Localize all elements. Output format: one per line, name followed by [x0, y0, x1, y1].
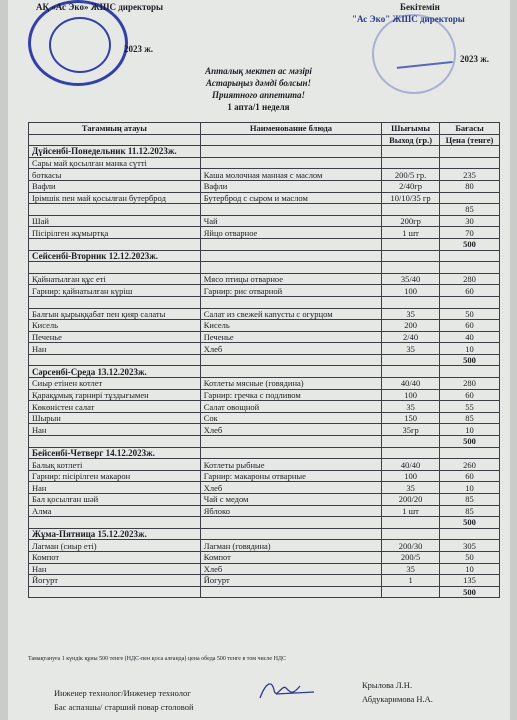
item-output: [382, 157, 440, 169]
item-output: 100: [382, 470, 440, 482]
item-name-ru: Компот: [200, 551, 381, 563]
item-price: 135: [440, 575, 500, 587]
table-header-row: [29, 123, 500, 135]
left-header-title: АҚ «Ас Эко» ЖШС директоры: [36, 2, 164, 12]
menu-item-row: [29, 308, 500, 320]
menu-item-row: [29, 459, 500, 471]
day-total-row: [29, 354, 500, 366]
item-name-ru: Бутерброд с сыром и маслом: [200, 192, 381, 204]
item-output: 35: [382, 401, 440, 413]
day-title: Сейсенбі-Вторник 12.12.2023ж.: [29, 250, 201, 262]
day-header-row: [29, 366, 500, 378]
menu-item-row: [29, 401, 500, 413]
item-name-ru: Хлеб: [200, 424, 381, 436]
item-name-ru: Мясо птицы отварное: [200, 273, 381, 285]
item-name-kz: Ірімшік пен май қосылған бутерброд: [29, 192, 201, 204]
item-price: 10: [440, 424, 500, 436]
item-name-kz: Шырын: [29, 412, 201, 424]
item-output: 1 шт: [382, 505, 440, 517]
menu-table: [28, 122, 500, 598]
item-price: 10: [440, 482, 500, 494]
item-name-kz: [29, 204, 201, 216]
item-name-ru: [200, 157, 381, 169]
item-price: 60: [440, 320, 500, 332]
item-price: 60: [440, 285, 500, 297]
motto-line-1: Апталық мектеп ас мәзірі: [205, 66, 312, 76]
item-name-kz: Нан: [29, 563, 201, 575]
menu-item-row: [29, 551, 500, 563]
item-name-ru: Лагман (говядина): [200, 540, 381, 552]
day-total: 500: [440, 586, 500, 598]
item-name-kz: Қайнатылған құс еті: [29, 273, 201, 285]
item-name-kz: Нан: [29, 343, 201, 355]
item-output: 35: [382, 482, 440, 494]
day-title: Дүйсенбі-Понедельник 11.12.2023ж.: [29, 146, 201, 158]
col-price-kz: Бағасы: [440, 123, 500, 135]
item-price: 80: [440, 180, 500, 192]
item-output: 200/5 гр.: [382, 169, 440, 181]
menu-item-row: [29, 505, 500, 517]
item-name-kz: Кисель: [29, 320, 201, 332]
menu-item-row: [29, 470, 500, 482]
item-price: 70: [440, 227, 500, 239]
day-title: Бейсенбі-Четверг 14.12.2023ж.: [29, 447, 201, 459]
item-output: [382, 204, 440, 216]
menu-body: [29, 146, 500, 598]
day-total: 500: [440, 517, 500, 529]
col-output-kz: Шығымы: [382, 123, 440, 135]
signature-name-2: Абдукаримова Н.А.: [362, 694, 433, 704]
item-output: 2/40гр: [382, 180, 440, 192]
item-price: 235: [440, 169, 500, 181]
menu-item-row: [29, 494, 500, 506]
day-header-row: [29, 250, 500, 262]
item-price: 30: [440, 215, 500, 227]
item-name-kz: Гарнир: қайнатылған күріш: [29, 285, 201, 297]
menu-item-row: [29, 215, 500, 227]
item-output: 200гр: [382, 215, 440, 227]
item-output: 35: [382, 343, 440, 355]
item-name-kz: Шай: [29, 215, 201, 227]
item-price: 60: [440, 470, 500, 482]
menu-item-row: [29, 482, 500, 494]
item-name-kz: Печенье: [29, 331, 201, 343]
item-name-kz: Балғын қырыққабат пен қияр салаты: [29, 308, 201, 320]
day-total-row: [29, 238, 500, 250]
item-output: 100: [382, 285, 440, 297]
item-price: [440, 262, 500, 274]
week-label: 1 апта/1 неделя: [227, 102, 290, 112]
item-name-ru: Вафли: [200, 180, 381, 192]
item-price: 305: [440, 540, 500, 552]
motto-line-2: Астарыңыз дәмді болсын!: [206, 78, 311, 88]
item-output: 200/30: [382, 540, 440, 552]
item-name-kz: Сиыр етінен котлет: [29, 378, 201, 390]
col-kz-name: Тағамның атауы: [29, 123, 201, 135]
day-total: 500: [440, 238, 500, 250]
menu-item-row: [29, 180, 500, 192]
handwritten-signature: [256, 678, 318, 704]
menu-item-row: [29, 204, 500, 216]
item-output: 150: [382, 412, 440, 424]
menu-item-row: [29, 563, 500, 575]
item-output: 40/40: [382, 378, 440, 390]
item-output: 1 шт: [382, 227, 440, 239]
item-price: 10: [440, 563, 500, 575]
table-header-row-2: [29, 134, 500, 146]
item-name-kz: Нан: [29, 482, 201, 494]
item-name-kz: Йогурт: [29, 575, 201, 587]
menu-item-row: [29, 412, 500, 424]
day-total-row: [29, 436, 500, 448]
item-name-kz: [29, 262, 201, 274]
day-header-row: [29, 447, 500, 459]
signature-name-1: Крылова Л.Н.: [362, 680, 413, 690]
item-name-kz: Балық котлеті: [29, 459, 201, 471]
item-name-ru: Хлеб: [200, 343, 381, 355]
item-name-ru: Кисель: [200, 320, 381, 332]
day-total-row: [29, 517, 500, 529]
item-name-ru: Каша молочная манная с маслом: [200, 169, 381, 181]
item-name-kz: Пісірілген жұмыртқа: [29, 227, 201, 239]
item-price: 55: [440, 401, 500, 413]
menu-item-row: [29, 540, 500, 552]
item-name-ru: Котлеты рыбные: [200, 459, 381, 471]
col-output-ru: Выход (гр.): [382, 134, 440, 146]
item-price: 50: [440, 551, 500, 563]
col-price-ru: Цена (тенге): [440, 134, 500, 146]
right-header-date: 2023 ж.: [460, 54, 490, 64]
col-ru-name: Наименование блюда: [200, 123, 381, 135]
item-name-ru: Сок: [200, 412, 381, 424]
item-price: 85: [440, 204, 500, 216]
item-output: 1: [382, 575, 440, 587]
item-price: 280: [440, 378, 500, 390]
item-name-kz: Сары май қосылған манка сүтті: [29, 157, 201, 169]
item-name-ru: Гарнир: гречка с подливом: [200, 389, 381, 401]
item-output: 2/40: [382, 331, 440, 343]
signature-role-2: Бас аспазшы/ старший повар столовой: [54, 702, 194, 712]
item-output: [382, 262, 440, 274]
signature-role-1: Инженер технолог/Инженер технолог: [54, 688, 191, 698]
item-name-kz: [29, 296, 201, 308]
item-output: [382, 296, 440, 308]
day-title: Жұма-Пятница 15.12.2023ж.: [29, 528, 201, 540]
item-name-ru: Гарнир: макароны отварные: [200, 470, 381, 482]
item-name-ru: Яйцо отварное: [200, 227, 381, 239]
item-name-ru: Чай с медом: [200, 494, 381, 506]
price-footnote: Тамақтануға 1 күндік құны 500 тенге (НДС-пен қоса алғанда) цена обеда 500 тенге в том числе НДС: [28, 656, 286, 662]
item-output: 100: [382, 389, 440, 401]
item-name-kz: Қарақұмық гарнирі тұздығымен: [29, 389, 201, 401]
item-price: 60: [440, 389, 500, 401]
day-header-row: [29, 528, 500, 540]
item-name-ru: Салат овощной: [200, 401, 381, 413]
motto-line-3: Приятного аппетита!: [211, 90, 306, 100]
item-name-kz: Гарнир: пісірілген макарон: [29, 470, 201, 482]
item-price: 260: [440, 459, 500, 471]
menu-item-row: [29, 296, 500, 308]
item-name-kz: Вафли: [29, 180, 201, 192]
item-price: 85: [440, 412, 500, 424]
approve-label: Бекітемін: [400, 2, 440, 12]
item-name-ru: [200, 296, 381, 308]
menu-item-row: [29, 262, 500, 274]
menu-item-row: [29, 424, 500, 436]
item-price: 40: [440, 331, 500, 343]
item-name-ru: Йогурт: [200, 575, 381, 587]
menu-item-row: [29, 157, 500, 169]
menu-item-row: [29, 285, 500, 297]
item-output: 35: [382, 563, 440, 575]
item-name-kz: боткасы: [29, 169, 201, 181]
day-header-row: [29, 146, 500, 158]
item-output: 200/20: [382, 494, 440, 506]
item-name-ru: Хлеб: [200, 563, 381, 575]
item-name-ru: Хлеб: [200, 482, 381, 494]
item-output: 10/10/35 гр: [382, 192, 440, 204]
item-output: 40/40: [382, 459, 440, 471]
item-name-kz: Лагман (сиыр еті): [29, 540, 201, 552]
item-price: 280: [440, 273, 500, 285]
item-name-ru: [200, 262, 381, 274]
item-name-kz: Компот: [29, 551, 201, 563]
menu-item-row: [29, 343, 500, 355]
day-total: 500: [440, 436, 500, 448]
menu-item-row: [29, 575, 500, 587]
left-header-date: 2023 ж.: [124, 44, 154, 54]
item-name-ru: Салат из свежей капусты с огурцом: [200, 308, 381, 320]
item-price: 10: [440, 343, 500, 355]
item-name-ru: Печенье: [200, 331, 381, 343]
item-output: 200/5: [382, 551, 440, 563]
item-name-ru: Чай: [200, 215, 381, 227]
menu-item-row: [29, 192, 500, 204]
item-name-kz: Алма: [29, 505, 201, 517]
menu-item-row: [29, 273, 500, 285]
menu-item-row: [29, 227, 500, 239]
item-name-kz: Көкөністен салат: [29, 401, 201, 413]
menu-item-row: [29, 320, 500, 332]
day-title: Сәрсенбі-Среда 13.12.2023ж.: [29, 366, 201, 378]
item-output: 35гр: [382, 424, 440, 436]
item-price: [440, 157, 500, 169]
item-price: 85: [440, 505, 500, 517]
item-output: 200: [382, 320, 440, 332]
item-price: [440, 296, 500, 308]
item-name-ru: Яблоко: [200, 505, 381, 517]
menu-item-row: [29, 389, 500, 401]
item-price: [440, 192, 500, 204]
item-name-kz: Нан: [29, 424, 201, 436]
menu-item-row: [29, 378, 500, 390]
item-name-ru: [200, 204, 381, 216]
item-name-ru: Котлеты мясные (говядина): [200, 378, 381, 390]
item-output: 35/40: [382, 273, 440, 285]
item-name-ru: Гарнир: рис отварной: [200, 285, 381, 297]
item-name-kz: Бал қосылған шәй: [29, 494, 201, 506]
day-total-row: [29, 586, 500, 598]
day-total: 500: [440, 354, 500, 366]
item-output: 35: [382, 308, 440, 320]
menu-item-row: [29, 169, 500, 181]
menu-item-row: [29, 331, 500, 343]
item-price: 50: [440, 308, 500, 320]
right-header-company: "Ас Эко" ЖШС директоры: [352, 14, 465, 24]
item-price: 85: [440, 494, 500, 506]
